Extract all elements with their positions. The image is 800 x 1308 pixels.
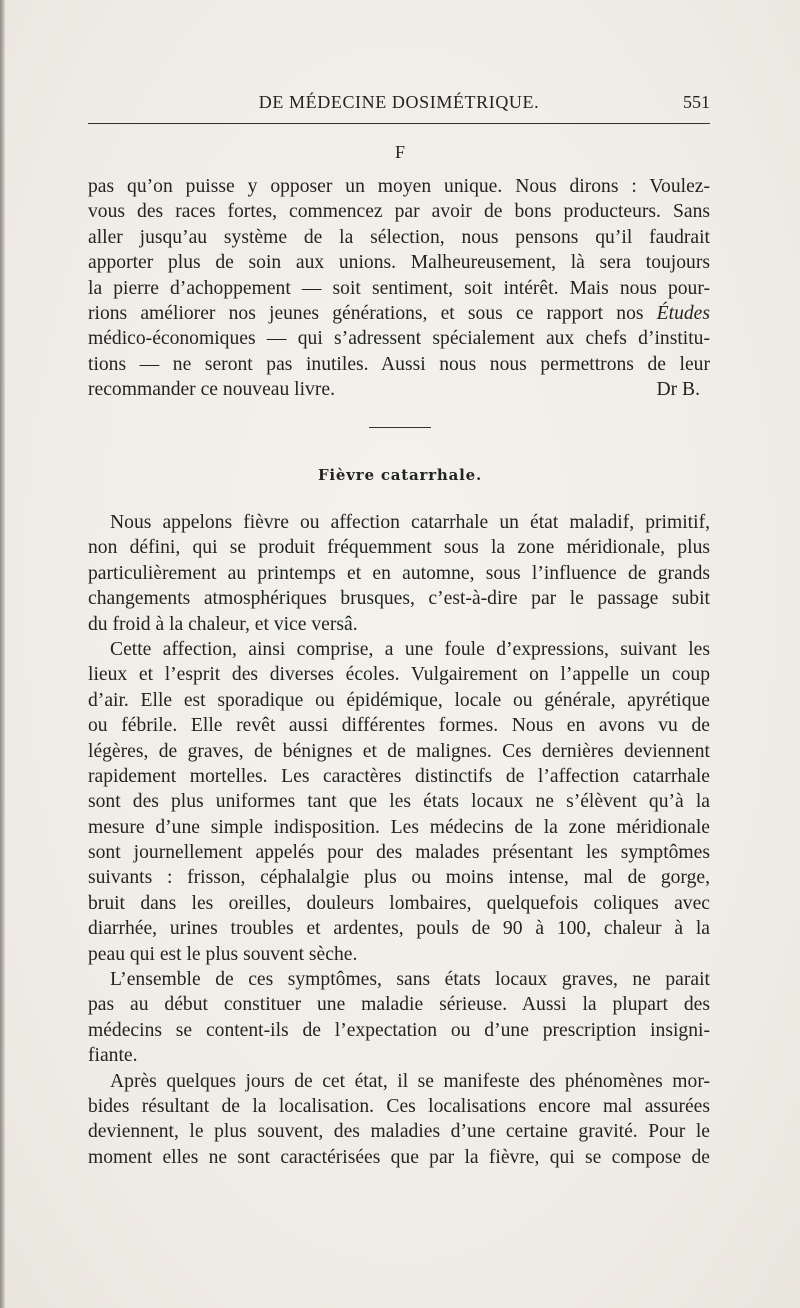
- text-line: apporter plus de soin aux unions. Malheureusement, là sera toujours: [88, 252, 710, 274]
- running-title: DE MÉDECINE DOSIMÉTRIQUE.: [258, 92, 540, 112]
- text-line: sont des plus uniformes tant que les états locaux ne s’élèvent qu’à la: [88, 791, 710, 813]
- text-line: Cette affection, ainsi comprise, a une foule d’expressions, suivant les: [110, 638, 710, 660]
- page-binding-edge: [0, 0, 5, 1308]
- text-line: la pierre d’achoppement — soit sentiment, soit intérêt. Mais nous pour-: [88, 277, 710, 299]
- text-line: vous des races fortes, commencez par avoir de bons producteurs. Sans: [88, 201, 710, 223]
- text-line: pas qu’on puisse y opposer un moyen unique. Nous dirons : Voulez-: [88, 176, 710, 197]
- text-line: sont journellement appelés pour des malades présentant les symptômes: [88, 842, 710, 864]
- author-signature: Dr B.: [656, 379, 700, 401]
- header-rule: [88, 123, 710, 124]
- text-line: deviennent, le plus souvent, des maladies d’une certaine gravité. Pour le: [88, 1121, 710, 1143]
- text-line: changements atmosphériques brusques, c’est-à-dire par le passage subit: [88, 588, 710, 610]
- text-line: rapidement mortelles. Les caractères distinctifs de l’affection catarrhale: [88, 765, 710, 787]
- text-line: mesure d’une simple indisposition. Les médecins de la zone méridionale: [88, 816, 710, 838]
- text-line: légères, de graves, de bénignes et de malignes. Ces dernières deviennent: [88, 740, 710, 762]
- section-divider: [369, 427, 431, 428]
- text-line: diarrhée, urines troubles et ardentes, pouls de 90 à 100, chaleur à la: [88, 918, 710, 940]
- text-line: lieux et l’esprit des diverses écoles. Vulgairement on l’appelle un coup: [88, 664, 710, 686]
- text-line: bides résultant de la localisation. Ces localisations encore mal assurées: [88, 1095, 710, 1117]
- text-line: médico-économiques — qui s’adressent spécialement aux chefs d’institu-: [88, 328, 710, 350]
- intro-paragraph: [88, 174, 710, 403]
- text-line: L’ensemble de ces symptômes, sans états locaux graves, ne parait: [110, 969, 710, 991]
- text-line: pas au début constituer une maladie sérieuse. Aussi la plupart des: [88, 994, 710, 1016]
- text-line: rions améliorer nos jeunes générations, et sous ce rapport nos Études: [88, 302, 710, 324]
- text-line: du froid à la chaleur, et vice versâ.: [88, 613, 358, 635]
- text-line: peau qui est le plus souvent sèche.: [88, 943, 358, 965]
- text-line: bruit dans les oreilles, douleurs lombaires, quelquefois coliques avec: [88, 892, 710, 914]
- text-line-with-signature: [88, 377, 710, 402]
- article-body: [88, 510, 710, 1170]
- text-line: non défini, qui se produit fréquemment sous la zone méridionale, plus: [88, 537, 710, 559]
- text-line: suivants : frisson, céphalalgie plus ou moins intense, mal de gorge,: [88, 867, 710, 889]
- text-line: fiante.: [88, 1045, 138, 1067]
- text-line: Nous appelons fièvre ou affection catarrhale un état maladif, primitif,: [110, 512, 710, 533]
- text-line: médecins se content-ils de l’expectation ou d’une prescription insigni-: [88, 1019, 710, 1041]
- running-header: [88, 92, 710, 118]
- page-number: 551: [683, 92, 710, 112]
- text-line: d’air. Elle est sporadique ou épidémique, locale ou générale, apyrétique: [88, 689, 710, 711]
- text-line: ou fébrile. Elle revêt aussi différentes formes. Nous en avons vu de: [88, 715, 710, 737]
- text-line-content: recommander ce nouveau livre.: [88, 379, 335, 401]
- section-title: Fièvre catarrhale.: [317, 466, 483, 484]
- text-line: tions — ne seront pas inutiles. Aussi nous nous permettrons de leur: [88, 353, 710, 375]
- printer-signature-mark: F: [394, 142, 405, 162]
- text-line: moment elles ne sont caractérisées que par la fièvre, qui se compose de: [88, 1146, 710, 1168]
- text-line: particulièrement au printemps et en automne, sous l’influence de grands: [88, 562, 710, 584]
- text-line: aller jusqu’au système de la sélection, nous pensons qu’il faudrait: [88, 226, 710, 248]
- text-line: Après quelques jours de cet état, il se manifeste des phénomènes mor-: [110, 1070, 710, 1092]
